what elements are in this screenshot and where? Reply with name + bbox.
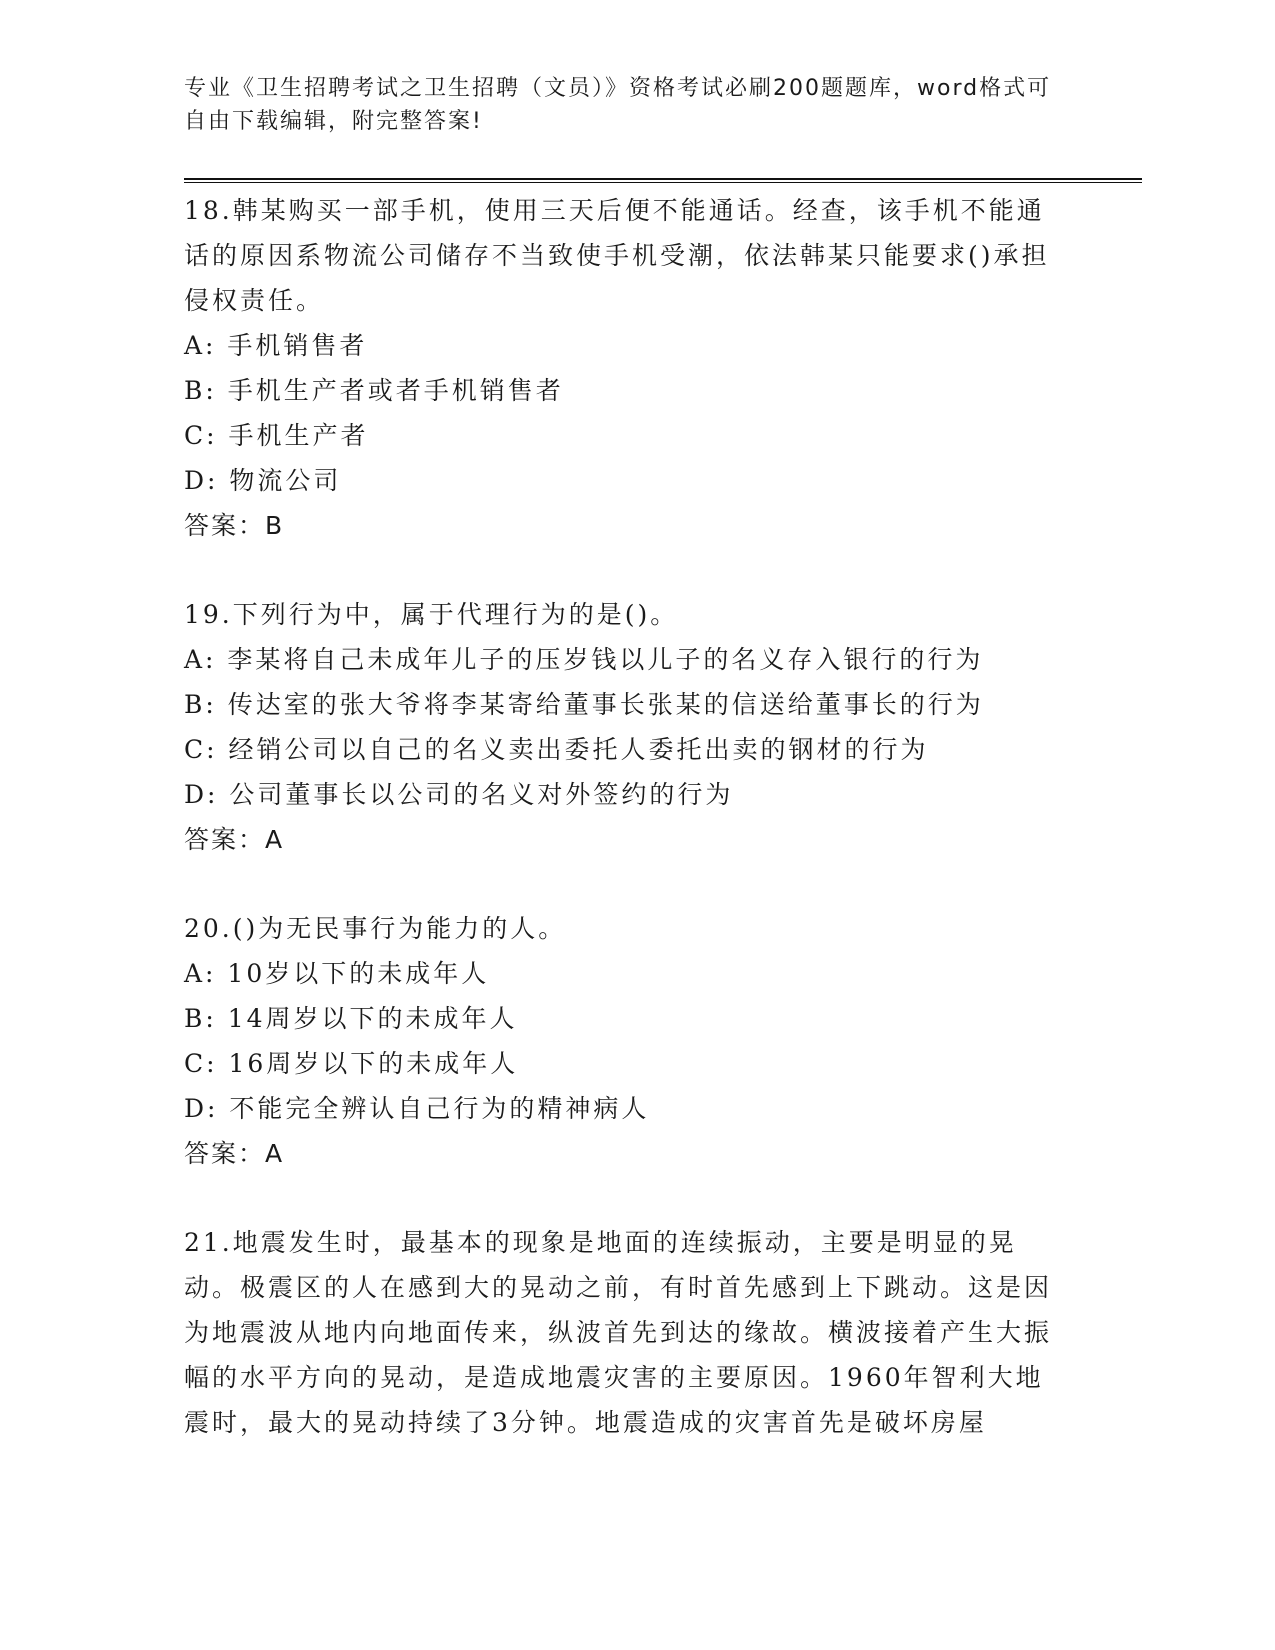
question-18 — [184, 188, 1064, 548]
question-spacer — [184, 1176, 1064, 1220]
question-21 — [184, 1220, 1064, 1445]
option-b: B: 手机生产者或者手机销售者 — [184, 376, 564, 405]
answer-line: 答案：B — [184, 511, 285, 540]
option-d: D: 公司董事长以公司的名义对外签约的行为 — [184, 780, 734, 809]
option-d: D: 不能完全辨认自己行为的精神病人 — [184, 1094, 650, 1123]
question-spacer — [184, 862, 1064, 906]
answer-line: 答案：A — [184, 825, 285, 854]
question-spacer — [184, 548, 1064, 592]
question-stem: 20.()为无民事行为能力的人。 — [184, 914, 567, 943]
option-c: C: 16周岁以下的未成年人 — [184, 1049, 519, 1078]
option-c: C: 经销公司以自己的名义卖出委托人委托出卖的钢材的行为 — [184, 735, 929, 764]
question-20 — [184, 906, 1064, 1176]
header-divider — [184, 178, 1142, 183]
option-a: A: 李某将自己未成年儿子的压岁钱以儿子的名义存入银行的行为 — [184, 645, 984, 674]
document-header: 专业《卫生招聘考试之卫生招聘（文员）》资格考试必刷200题题库，word格式可自由下载编辑，附完整答案! — [184, 76, 1052, 134]
option-a: A: 10岁以下的未成年人 — [184, 959, 490, 988]
question-stem: 18.韩某购买一部手机，使用三天后便不能通话。经查，该手机不能通话的原因系物流公司储存不当致使手机受潮，依法韩某只能要求()承担侵权责任。 — [184, 196, 1050, 315]
answer-line: 答案：A — [184, 1139, 285, 1168]
option-b: B: 14周岁以下的未成年人 — [184, 1004, 518, 1033]
option-a: A: 手机销售者 — [184, 331, 368, 360]
question-stem: 21.地震发生时，最基本的现象是地面的连续振动，主要是明显的晃动。极震区的人在感到大的晃动之前，有时首先感到上下跳动。这是因为地震波从地内向地面传来，纵波首先到达的缘故。横波接着产生大振幅的水平方向的晃动，是造成地震灾害的主要原因。1960年智利大地震时，最大的晃动持续了3分钟。地震造成的灾害首先是破坏房屋 — [184, 1228, 1053, 1437]
question-stem: 19.下列行为中，属于代理行为的是()。 — [184, 600, 679, 629]
question-list — [184, 188, 1064, 1445]
option-b: B: 传达室的张大爷将李某寄给董事长张某的信送给董事长的行为 — [184, 690, 984, 719]
option-d: D: 物流公司 — [184, 466, 342, 495]
option-c: C: 手机生产者 — [184, 421, 369, 450]
question-19 — [184, 592, 1064, 862]
